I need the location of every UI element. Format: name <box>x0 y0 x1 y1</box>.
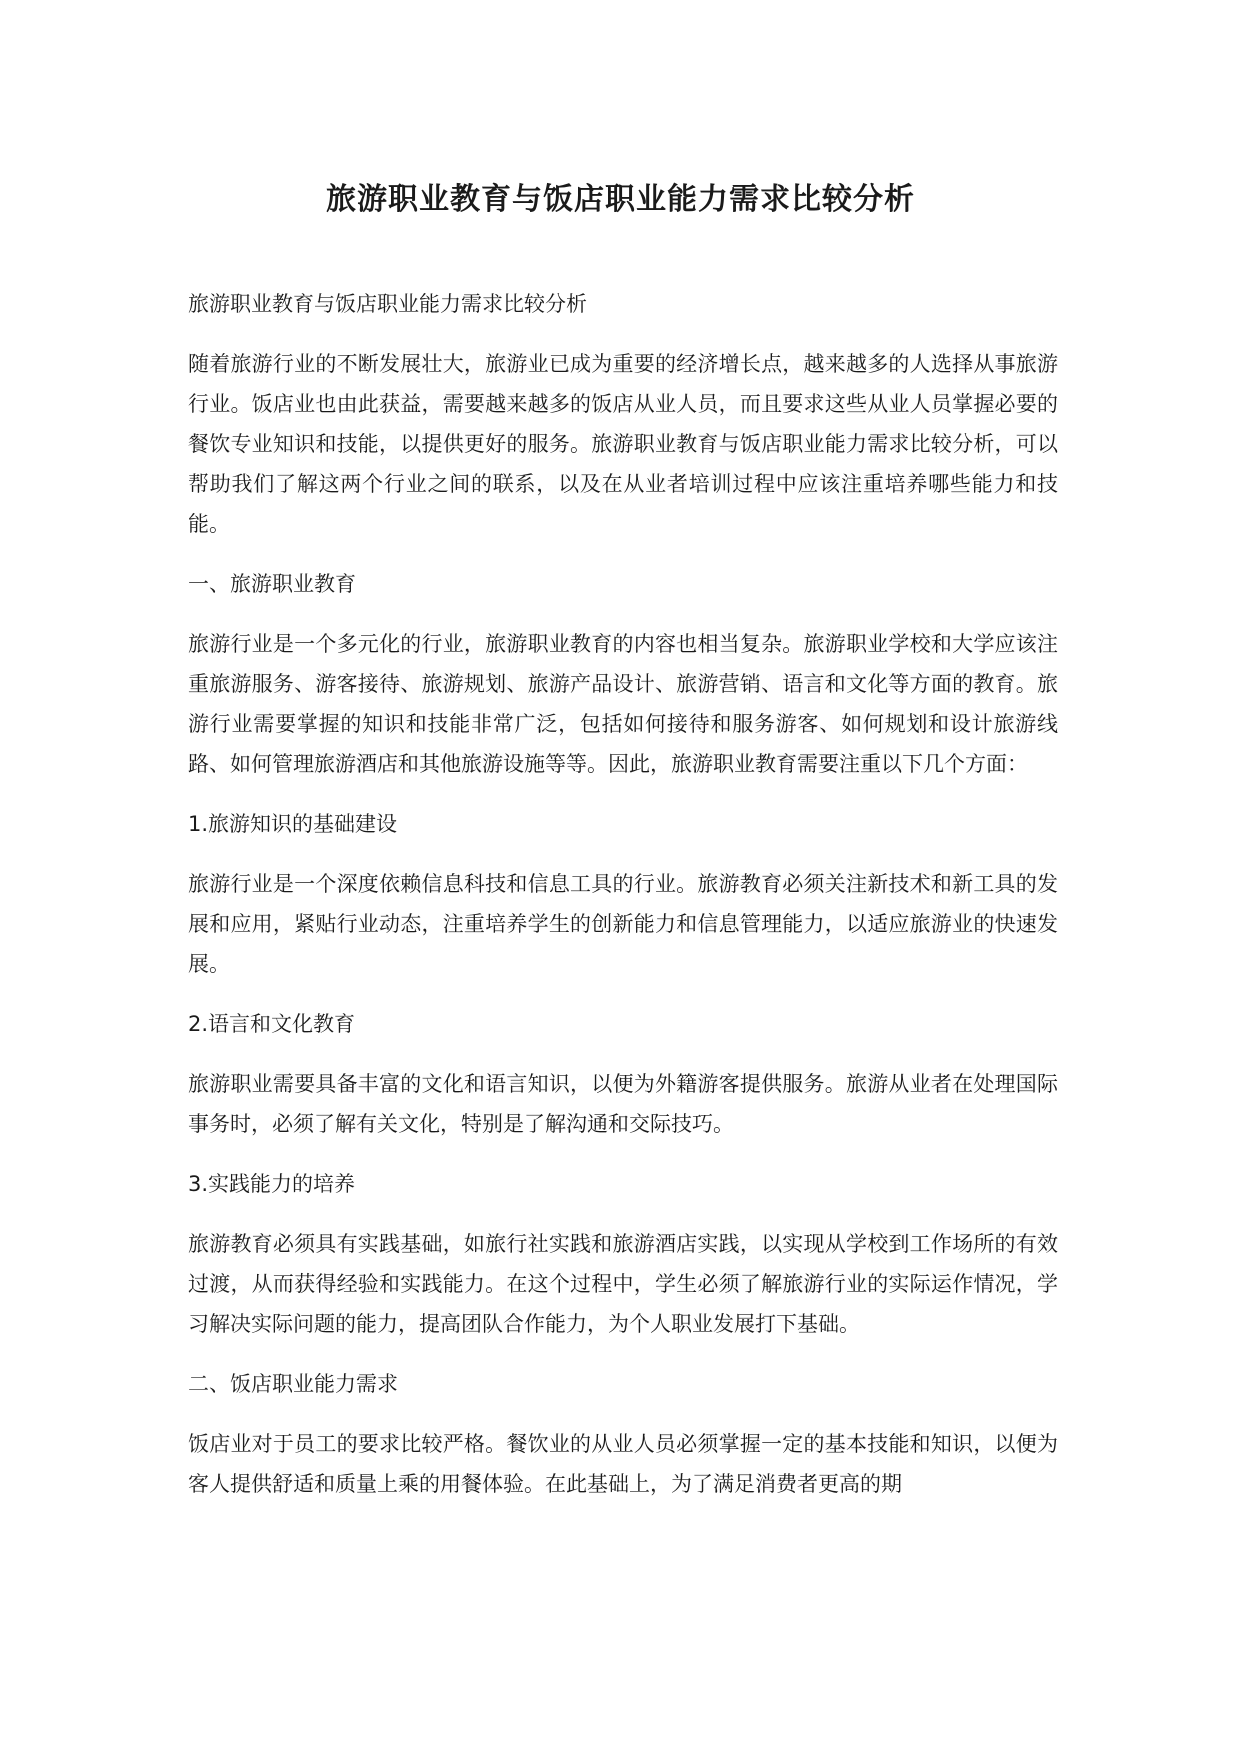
subtitle-paragraph: 旅游职业教育与饭店职业能力需求比较分析 <box>188 292 587 316</box>
section-heading-tourism-education: 一、旅游职业教育 <box>188 572 356 596</box>
section-heading-hotel-competency: 二、饭店职业能力需求 <box>188 1372 398 1396</box>
language-culture-paragraph: 旅游职业需要具备丰富的文化和语言知识，以便为外籍游客提供服务。旅游从业者在处理国际事务时，必须了解有关文化，特别是了解沟通和交际技巧。 <box>188 1072 1058 1136</box>
tourism-education-paragraph: 旅游行业是一个多元化的行业，旅游职业教育的内容也相当复杂。旅游职业学校和大学应该注重旅游服务、游客接待、旅游规划、旅游产品设计、旅游营销、语言和文化等方面的教育。旅游行业需要掌握的知识和技能非常广泛，包括如何接待和服务游客、如何规划和设计旅游线路、如何管理旅游酒店和其他旅游设施等等。因此，旅游职业教育需要注重以下几个方面： <box>188 632 1058 776</box>
practical-ability-paragraph: 旅游教育必须具有实践基础，如旅行社实践和旅游酒店实践，以实现从学校到工作场所的有效过渡，从而获得经验和实践能力。在这个过程中，学生必须了解旅游行业的实际运作情况，学习解决实际问题的能力，提高团队合作能力，为个人职业发展打下基础。 <box>188 1232 1058 1336</box>
subheading-practical-ability: 3.实践能力的培养 <box>188 1172 356 1196</box>
intro-paragraph: 随着旅游行业的不断发展壮大，旅游业已成为重要的经济增长点，越来越多的人选择从事旅游行业。饭店业也由此获益，需要越来越多的饭店从业人员，而且要求这些从业人员掌握必要的餐饮专业知识和技能，以提供更好的服务。旅游职业教育与饭店职业能力需求比较分析，可以帮助我们了解这两个行业之间的联系，以及在从业者培训过程中应该注重培养哪些能力和技能。 <box>188 352 1058 536</box>
document-title: 旅游职业教育与饭店职业能力需求比较分析 <box>326 182 915 217</box>
knowledge-foundation-paragraph: 旅游行业是一个深度依赖信息科技和信息工具的行业。旅游教育必须关注新技术和新工具的发展和应用，紧贴行业动态，注重培养学生的创新能力和信息管理能力，以适应旅游业的快速发展。 <box>188 872 1058 976</box>
hotel-competency-paragraph: 饭店业对于员工的要求比较严格。餐饮业的从业人员必须掌握一定的基本技能和知识，以便为客人提供舒适和质量上乘的用餐体验。在此基础上，为了满足消费者更高的期 <box>188 1432 1058 1496</box>
document-body <box>188 284 1058 1524</box>
subheading-language-culture: 2.语言和文化教育 <box>188 1012 356 1036</box>
subheading-knowledge-foundation: 1.旅游知识的基础建设 <box>188 812 398 836</box>
